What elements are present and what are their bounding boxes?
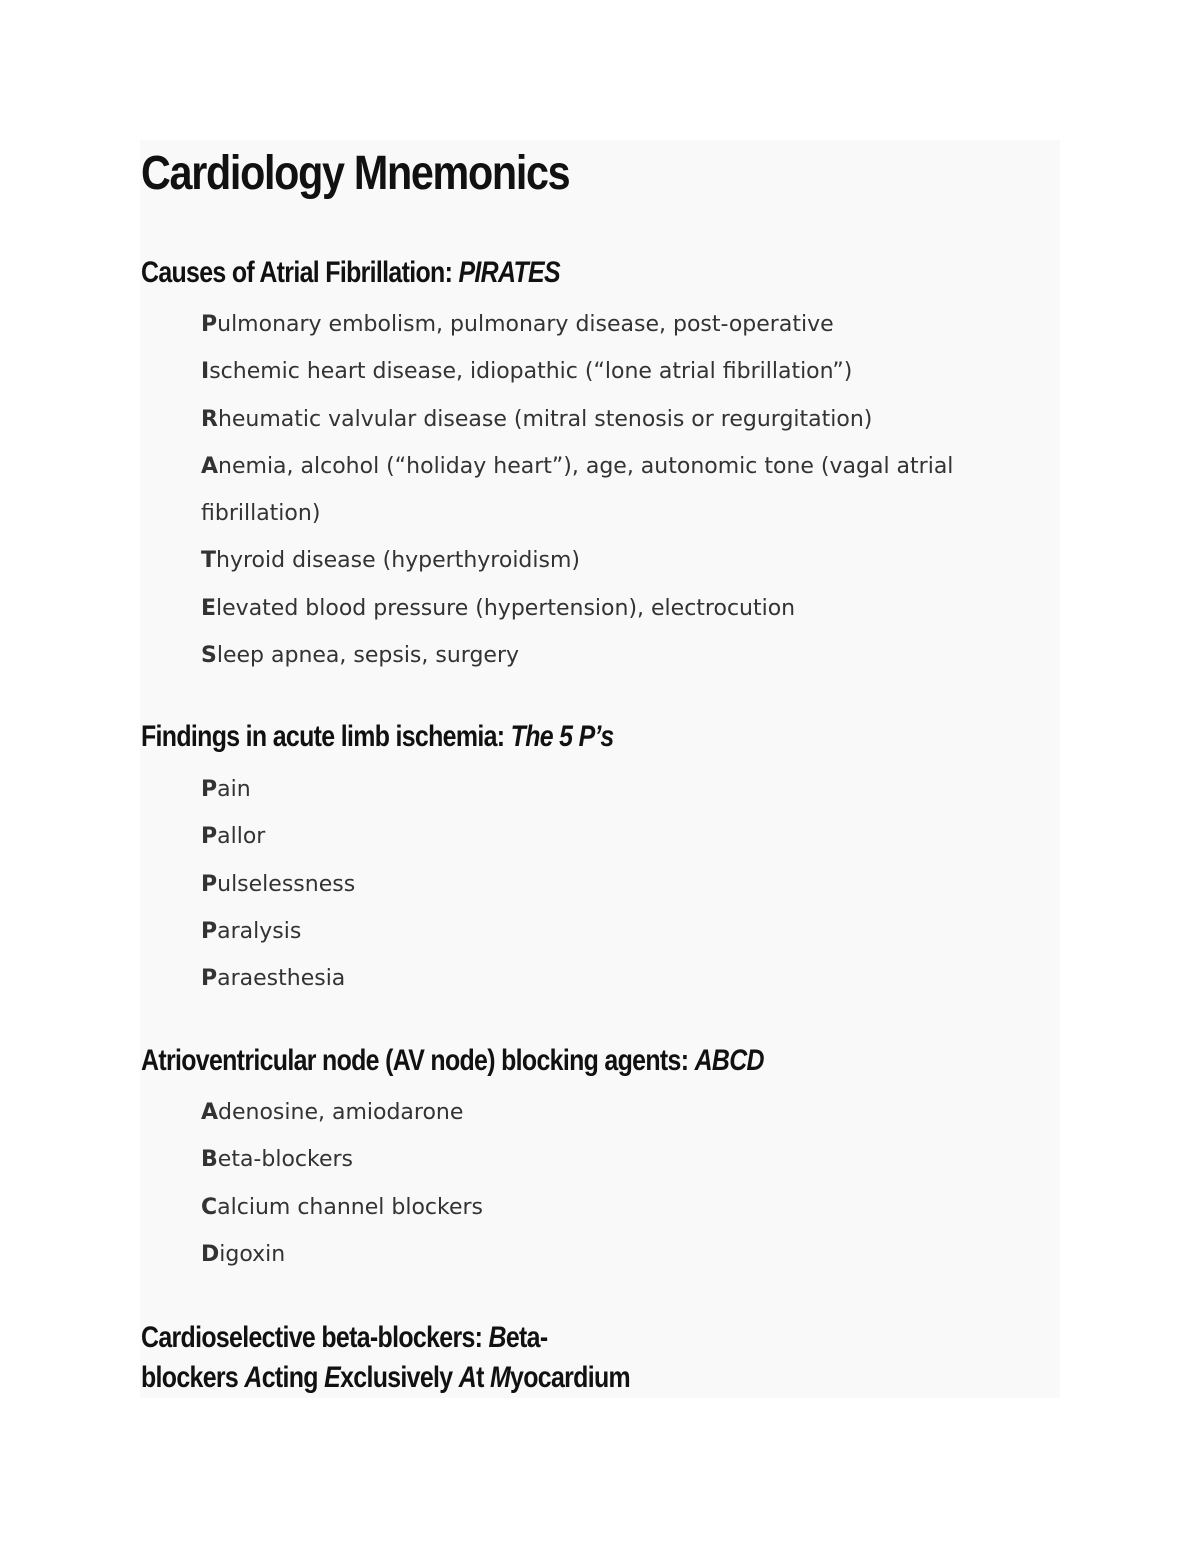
mnemonic-list-abcd bbox=[201, 1089, 483, 1278]
mnemonic-cap: E bbox=[324, 1361, 341, 1394]
section-heading-beta-blockers-line2 bbox=[141, 1358, 630, 1398]
list-item-text: heumatic valvular disease (mitral stenosis or regurgitation) bbox=[217, 406, 873, 432]
mnemonic-letter: S bbox=[201, 643, 217, 669]
list-item-text: eta-blockers bbox=[217, 1147, 353, 1173]
mnemonic-letter: P bbox=[201, 871, 218, 897]
mnemonic-rest: xclusively bbox=[340, 1361, 459, 1394]
list-item bbox=[201, 813, 355, 860]
list-item bbox=[201, 537, 1036, 584]
list-item bbox=[201, 1184, 483, 1231]
list-item-text: levated blood pressure (hypertension), electrocution bbox=[216, 595, 796, 621]
mnemonic-letter: R bbox=[201, 406, 218, 432]
mnemonic-letter: B bbox=[201, 1147, 218, 1173]
section-heading-atrial-fibrillation bbox=[141, 253, 560, 293]
section-heading-av-node bbox=[141, 1041, 764, 1081]
mnemonic-cap: A bbox=[244, 1361, 262, 1394]
mnemonic-letter: P bbox=[201, 824, 218, 850]
list-item bbox=[201, 1231, 483, 1278]
mnemonic-rest: blockers bbox=[141, 1361, 245, 1394]
list-item bbox=[201, 632, 1036, 679]
mnemonic-rest: eta- bbox=[505, 1321, 548, 1354]
list-item bbox=[201, 861, 355, 908]
list-item bbox=[201, 1136, 483, 1183]
section-mnemonic: ABCD bbox=[694, 1044, 764, 1077]
mnemonic-letter: P bbox=[201, 966, 218, 992]
mnemonic-cap: M bbox=[489, 1361, 511, 1394]
mnemonic-letter: A bbox=[201, 1100, 219, 1125]
mnemonic-letter: T bbox=[201, 548, 217, 574]
mnemonic-cap: B bbox=[488, 1321, 506, 1354]
mnemonic-rest: cting bbox=[261, 1361, 325, 1394]
list-item-text: ulmonary embolism, pulmonary disease, post-operative bbox=[217, 312, 834, 337]
section-mnemonic: The 5 P’s bbox=[510, 720, 614, 753]
list-item-text: nemia, alcohol (“holiday heart”), age, autonomic tone (vagal atrial fibrillation) bbox=[201, 453, 954, 527]
list-item-text: schemic heart disease, idiopathic (“lone atrial fibrillation”) bbox=[209, 359, 853, 385]
list-item-text: aralysis bbox=[217, 918, 302, 944]
list-item bbox=[201, 301, 1036, 348]
list-item bbox=[201, 443, 1036, 538]
mnemonic-letter: C bbox=[201, 1194, 218, 1220]
section-heading-beta-blockers bbox=[141, 1318, 547, 1358]
list-item bbox=[201, 1089, 483, 1136]
list-item-text: leep apnea, sepsis, surgery bbox=[216, 643, 520, 669]
section-heading-limb-ischemia bbox=[141, 717, 614, 757]
mnemonic-rest: t bbox=[476, 1361, 490, 1394]
section-mnemonic: PIRATES bbox=[458, 256, 560, 289]
list-item bbox=[201, 348, 1036, 395]
list-item bbox=[201, 908, 355, 955]
list-item-text: araesthesia bbox=[217, 966, 346, 992]
mnemonic-list-5ps bbox=[201, 766, 355, 1002]
list-item bbox=[201, 766, 355, 813]
section-heading-text: Causes of Atrial Fibrillation: bbox=[141, 256, 459, 289]
mnemonic-list-pirates bbox=[201, 301, 1036, 679]
mnemonic-letter: P bbox=[201, 777, 218, 802]
list-item-text: hyroid disease (hyperthyroidism) bbox=[216, 548, 580, 574]
mnemonic-letter: E bbox=[201, 595, 217, 621]
section-heading-text: Atrioventricular node (AV node) blocking agents: bbox=[141, 1044, 695, 1077]
list-item-text: igoxin bbox=[219, 1241, 286, 1267]
page-title: Cardiology Mnemonics bbox=[141, 147, 570, 200]
mnemonic-cap: A bbox=[458, 1361, 477, 1394]
list-item-text: denosine, amiodarone bbox=[218, 1100, 464, 1125]
mnemonic-letter: D bbox=[201, 1241, 220, 1267]
mnemonic-rest: yocardium bbox=[510, 1361, 630, 1394]
list-item-text: alcium channel blockers bbox=[217, 1194, 484, 1220]
mnemonic-letter: P bbox=[201, 918, 218, 944]
mnemonic-letter: A bbox=[201, 453, 219, 479]
list-item bbox=[201, 585, 1036, 632]
section-heading-text: Cardioselective beta-blockers: bbox=[141, 1321, 489, 1354]
list-item-text: allor bbox=[217, 824, 266, 850]
list-item-text: ain bbox=[217, 777, 251, 802]
section-heading-text: Findings in acute limb ischemia: bbox=[141, 720, 511, 753]
mnemonic-letter: I bbox=[201, 359, 210, 385]
list-item bbox=[201, 396, 1036, 443]
mnemonic-letter: P bbox=[201, 312, 218, 337]
list-item-text: ulselessness bbox=[217, 871, 356, 897]
list-item bbox=[201, 955, 355, 1002]
